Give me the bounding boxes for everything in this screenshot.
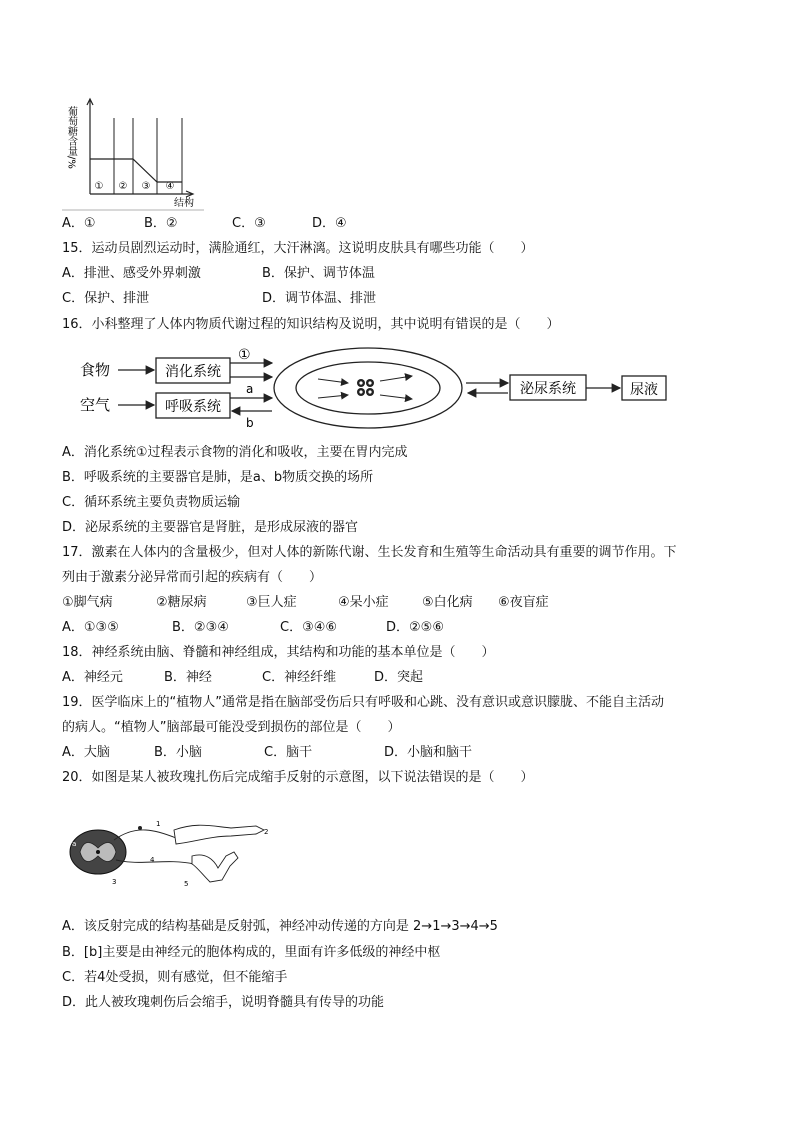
chart-xlabel: 结构 — [174, 198, 194, 209]
q17-stem-line1: 17．激素在人体内的含量极少，但对人体的新陈代谢、生长发育和生殖等生命活动具有重要的调节作用。下 — [62, 545, 677, 560]
b-label: b — [246, 416, 254, 430]
chart-tick: ③ — [141, 181, 151, 192]
svg-text:消化系统: 消化系统 — [165, 364, 221, 380]
q19-option-d[interactable]: D．小脑和脑干 — [384, 745, 473, 760]
q17-item: ④呆小症 — [338, 595, 389, 610]
q16-option-c[interactable]: C．循环系统主要负责物质运输 — [62, 495, 241, 510]
q14-option-b[interactable]: B．② — [144, 216, 178, 231]
q18-option-a[interactable]: A．神经元 — [62, 670, 123, 685]
q19-stem-line2: 的病人。“植物人”脑部最可能没受到损伤的部位是（ ） — [62, 720, 401, 735]
q17-item: ②糖尿病 — [156, 595, 207, 610]
label-2: 2 — [264, 828, 269, 836]
q17-option-d[interactable]: D．②⑤⑥ — [386, 620, 444, 635]
q17-item: ①脚气病 — [62, 595, 113, 610]
food-label: 食物 — [80, 361, 111, 379]
q20-option-c[interactable]: C．若4处受损，则有感觉，但不能缩手 — [62, 970, 288, 985]
q19-option-c[interactable]: C．脑干 — [264, 745, 313, 760]
q20-option-a[interactable]: A．该反射完成的结构基础是反射弧，神经冲动传递的方向是 2→1→3→4→5 — [62, 919, 498, 934]
glucose-line — [90, 159, 182, 182]
q17-option-b[interactable]: B．②③④ — [172, 620, 229, 635]
label-1: 1 — [156, 820, 161, 828]
reflex-arc-diagram — [66, 808, 276, 890]
chart-tick: ② — [118, 181, 128, 192]
q15-option-a[interactable]: A．排泄、感受外界刺激 — [62, 266, 201, 281]
q14-option-d[interactable]: D．④ — [312, 216, 347, 231]
svg-text:呼吸系统: 呼吸系统 — [165, 399, 221, 415]
svg-text:尿液: 尿液 — [630, 382, 658, 398]
q15-option-c[interactable]: C．保护、排泄 — [62, 291, 150, 306]
metabolism-diagram — [78, 343, 678, 435]
chart-tick: ① — [94, 181, 104, 192]
chart-ylabel: 葡萄糖含量/% — [65, 106, 77, 169]
svg-text:泌尿系统: 泌尿系统 — [520, 381, 576, 397]
label-4: 4 — [150, 856, 155, 864]
q18-option-d[interactable]: D．突起 — [374, 670, 424, 685]
label-a: a — [72, 840, 77, 848]
q19-option-a[interactable]: A．大脑 — [62, 745, 110, 760]
label-3: 3 — [112, 878, 117, 886]
q15-option-b[interactable]: B．保护、调节体温 — [262, 266, 375, 281]
q15-option-d[interactable]: D．调节体温、排泄 — [262, 291, 377, 306]
q14-option-a[interactable]: A．① — [62, 216, 96, 231]
q16-option-b[interactable]: B．呼吸系统的主要器官是肺，是a、b物质交换的场所 — [62, 470, 374, 485]
q19-option-b[interactable]: B．小脑 — [154, 745, 202, 760]
q16-option-d[interactable]: D．泌尿系统的主要器官是肾脏，是形成尿液的器官 — [62, 520, 359, 535]
label-5: 5 — [184, 880, 189, 888]
q20-option-d[interactable]: D．此人被玫瑰刺伤后会缩手，说明脊髓具有传导的功能 — [62, 995, 385, 1010]
circle-one-label: ① — [238, 347, 251, 363]
q18-stem: 18．神经系统由脑、脊髓和神经组成，其结构和功能的基本单位是（ ） — [62, 645, 495, 660]
circulation-outer-ellipse — [274, 348, 462, 428]
q17-item: ⑥夜盲症 — [498, 595, 549, 610]
q16-option-a[interactable]: A．消化系统①过程表示食物的消化和吸收，主要在胃内完成 — [62, 445, 408, 460]
air-label: 空气 — [80, 396, 111, 414]
q16-stem: 16．小科整理了人体内物质代谢过程的知识结构及说明，其中说明有错误的是（ ） — [62, 317, 560, 332]
q17-item: ③巨人症 — [246, 595, 297, 610]
a-label: a — [246, 382, 254, 396]
q18-option-c[interactable]: C．神经纤维 — [262, 670, 337, 685]
q17-item: ⑤白化病 — [422, 595, 473, 610]
q14-option-c[interactable]: C．③ — [232, 216, 266, 231]
circulation-inner-ellipse — [296, 362, 440, 414]
q20-option-b[interactable]: B．[b]主要是由神经元的胞体构成的，里面有许多低级的神经中枢 — [62, 945, 441, 960]
q19-stem-line1: 19．医学临床上的“植物人”通常是指在脑部受伤后只有呼吸和心跳、没有意识或意识朦胧、不能自主活动 — [62, 695, 665, 710]
q18-option-b[interactable]: B．神经 — [164, 670, 212, 685]
q17-option-c[interactable]: C．③④⑥ — [280, 620, 338, 635]
q20-stem: 20．如图是某人被玫瑰扎伤后完成缩手反射的示意图，以下说法错误的是（ ） — [62, 770, 534, 785]
q17-stem-line2: 列由于激素分泌异常而引起的疾病有（ ） — [62, 570, 323, 585]
q15-stem: 15．运动员剧烈运动时，满脸通红，大汗淋漓。这说明皮肤具有哪些功能（ ） — [62, 241, 534, 256]
chart-tick: ④ — [165, 181, 175, 192]
glucose-chart — [62, 92, 212, 212]
q17-option-a[interactable]: A．①③⑤ — [62, 620, 119, 635]
